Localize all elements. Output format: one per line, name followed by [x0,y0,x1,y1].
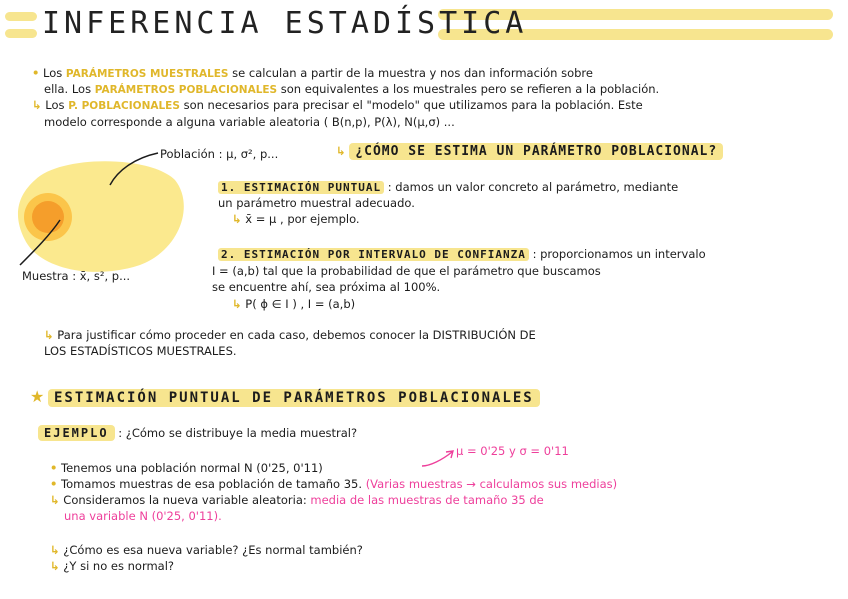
title-bar-left-bottom [5,29,37,38]
arrow-corner-icon: ↳ [50,559,60,573]
arrow-corner-icon: ↳ [336,144,346,158]
arrow-corner-icon: ↳ [44,328,54,342]
method2-line-1: 2. ESTIMACIÓN POR INTERVALO DE CONFIANZA : proporcionamos un intervalo [218,247,706,262]
params-arrow-icon [418,448,458,470]
example-question-2: ↳ ¿Y si no es normal? [50,559,175,573]
method1-line-1: 1. ESTIMACIÓN PUNTUAL : damos un valor concreto al parámetro, mediante [218,180,678,195]
example-item-3-cont: una variable N (0'25, 0'11). [64,509,222,523]
params-note: μ = 0'25 y σ = 0'11 [456,444,569,458]
star-icon: ★ [30,387,45,406]
method1-title: 1. ESTIMACIÓN PUNTUAL [218,181,384,194]
method2-line-3: se encuentre ahí, sea próxima al 100%. [212,280,441,294]
method2-formula: ↳ P( ϕ ∈ I ) , I = (a,b) [232,297,356,311]
estimation-question: ↳ ¿CÓMO SE ESTIMA UN PARÁMETRO POBLACIONAL? [336,144,723,159]
arrow-corner-icon: ↳ [32,98,42,112]
method1-line-2: un parámetro muestral adecuado. [218,196,415,210]
method2-line-2: I = (a,b) tal que la probabilidad de que el parámetro que buscamos [212,264,601,278]
example-item-1: • Tenemos una población normal N (0'25, 0'11) [50,461,323,475]
example-item-3: ↳ Consideramos la nueva variable aleatoria: media de las muestras de tamaño 35 de [50,493,544,507]
intro-line-3: ↳ Los P. POBLACIONALES son necesarios para precisar el "modelo" que utilizamos para la población. Este [32,98,643,112]
method1-example: ↳ x̄ = μ , por ejemplo. [232,212,360,226]
example-row: EJEMPLO : ¿Cómo se distribuye la media muestral? [38,426,357,440]
sample-label: Muestra : x̄, s², p... [22,269,131,283]
intro-line-1: • Los PARÁMETROS MUESTRALES se calculan a partir de la muestra y nos dan información sobre [32,66,593,80]
sample-circle-inner [32,201,64,233]
arrow-corner-icon: ↳ [232,212,242,226]
example-label: EJEMPLO [38,425,115,441]
section2-heading-row [30,387,540,406]
intro-line-2: ella. Los PARÁMETROS POBLACIONALES son equivalentes a los muestrales pero se refieren a la población. [44,82,660,96]
example-question-1: ↳ ¿Cómo es esa nueva variable? ¿Es normal también? [50,543,363,557]
example-item-2: • Tomamos muestras de esa población de tamaño 35. (Varias muestras → calculamos sus medias) [50,477,618,491]
arrow-corner-icon: ↳ [50,543,60,557]
arrow-corner-icon: ↳ [50,493,60,507]
justify-line-2: LOS ESTADÍSTICOS MUESTRALES. [44,344,237,358]
page-title: INFERENCIA ESTADÍSTICA [42,6,528,41]
population-diagram [0,140,200,290]
arrow-corner-icon: ↳ [232,297,242,311]
method2-title: 2. ESTIMACIÓN POR INTERVALO DE CONFIANZA [218,248,529,261]
population-label: Población : μ, σ², p... [160,147,279,161]
justify-line-1: ↳ Para justificar cómo proceder en cada caso, debemos conocer la DISTRIBUCIÓN DE [44,328,536,342]
intro-line-4: modelo corresponde a alguna variable aleatoria ( B(n,p), P(λ), N(μ,σ) ... [44,115,455,129]
section2-heading: ESTIMACIÓN PUNTUAL DE PARÁMETROS POBLACIONALES [48,389,540,407]
bullet: • [32,66,40,80]
title-bar-left-top [5,12,37,21]
